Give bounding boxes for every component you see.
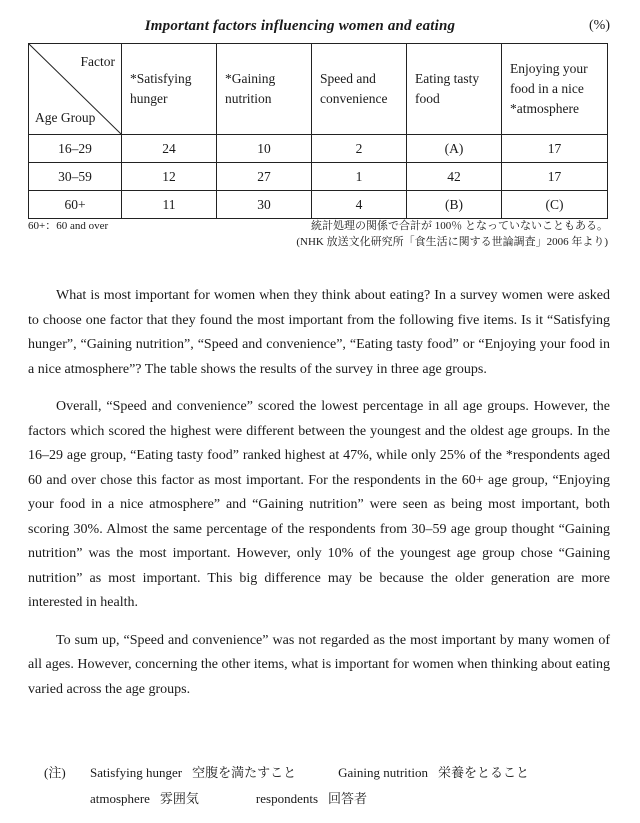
glossary-translation: 空腹を満たすこと (192, 765, 297, 780)
age-group-cell: 30–59 (29, 163, 122, 191)
value-cell: 1 (312, 163, 407, 191)
paragraph: Overall, “Speed and convenience” scored the lowest percentage in all age groups. However, the factors which scored the highest were different between the youngest and the oldest age groups. In the 16–29 age group, “Eating tasty food” ranked highest at 47%, while only 25% of the *respondents aged 60 and over chose this factor as most important. For the respondents in the 60+ age group, “Enjoying your food in a nice atmosphere” and “Gaining nutrition” were seen as being most important, both scoring 30%. Almost the same percentage of the respondents from 30–59 age group thought “Gaining nutrition” was the most important. However, only 10% of the youngest age group chose “Gaining nutrition” as most important. This big difference may be because the older generation are more interested in health. (28, 399, 610, 610)
paragraph: What is most important for women when they think about eating? In a survey women were asked to choose one factor that they found the most important from the following five items. Is it “Satisfying hunger”, “Gaining nutrition”, “Speed and convenience”, “Eating tasty food” or “Enjoying your food in a nice atmosphere”? The table shows the results of the survey in three age groups. (28, 288, 610, 377)
value-cell: 27 (217, 163, 312, 191)
corner-factor-label: Factor (80, 54, 115, 69)
age-group-cell: 60+ (29, 191, 122, 219)
glossary-term: Gaining nutrition (338, 765, 428, 780)
glossary-term: respondents (255, 791, 319, 806)
title-row (0, 18, 640, 42)
glossary-translation: 栄養をとること (438, 765, 530, 780)
column-header: *Gaining nutrition (217, 44, 312, 135)
body-text (28, 284, 610, 715)
value-cell: 30 (217, 191, 312, 219)
glossary-line (44, 760, 529, 786)
corner-cell (29, 44, 122, 135)
value-cell: 42 (407, 163, 502, 191)
column-header: Eating tasty food (407, 44, 502, 135)
value-cell: 17 (502, 135, 608, 163)
glossary-term: Satisfying hunger (90, 765, 183, 780)
glossary-term: atmosphere (90, 791, 150, 806)
value-cell: (A) (407, 135, 502, 163)
paragraph: To sum up, “Speed and convenience” was not regarded as the most important by many women of all ages. However, concerning the other items, what is important for women when thinking about eating varied across the age groups. (28, 632, 610, 697)
survey-table (28, 43, 608, 219)
glossary-translation: 回答者 (328, 791, 368, 806)
column-header: Speed and convenience (312, 44, 407, 135)
glossary-indent (44, 786, 80, 812)
source-note: (NHK 放送文化研究所「食生活に関する世論調査」2006 年より) (296, 236, 608, 248)
table-header-row (29, 44, 608, 135)
value-cell: 17 (502, 163, 608, 191)
value-cell: (C) (502, 191, 608, 219)
value-cell: 10 (217, 135, 312, 163)
age-group-cell: 16–29 (29, 135, 122, 163)
table-row (29, 163, 608, 191)
table-row (29, 191, 608, 219)
value-cell: 2 (312, 135, 407, 163)
statistics-note: 統計処理の関係で合計が 100％ となっていないこともある。 (311, 220, 608, 232)
column-header: *Satisfying hunger (122, 44, 217, 135)
value-cell: 4 (312, 191, 407, 219)
glossary-label: (注) (44, 765, 66, 780)
value-cell: 12 (122, 163, 217, 191)
glossary-line (44, 786, 529, 812)
unit-label: (%) (589, 18, 610, 33)
value-cell: 11 (122, 191, 217, 219)
table-title: Important factors influencing women and eating (144, 18, 456, 34)
table-row (29, 135, 608, 163)
age-footnote: 60+：60 and over (28, 220, 109, 232)
corner-age-label: Age Group (35, 110, 96, 125)
column-header: Enjoying your food in a nice *atmosphere (502, 44, 608, 135)
glossary-translation: 雰囲気 (159, 791, 199, 806)
glossary (44, 760, 529, 812)
value-cell: 24 (122, 135, 217, 163)
value-cell: (B) (407, 191, 502, 219)
